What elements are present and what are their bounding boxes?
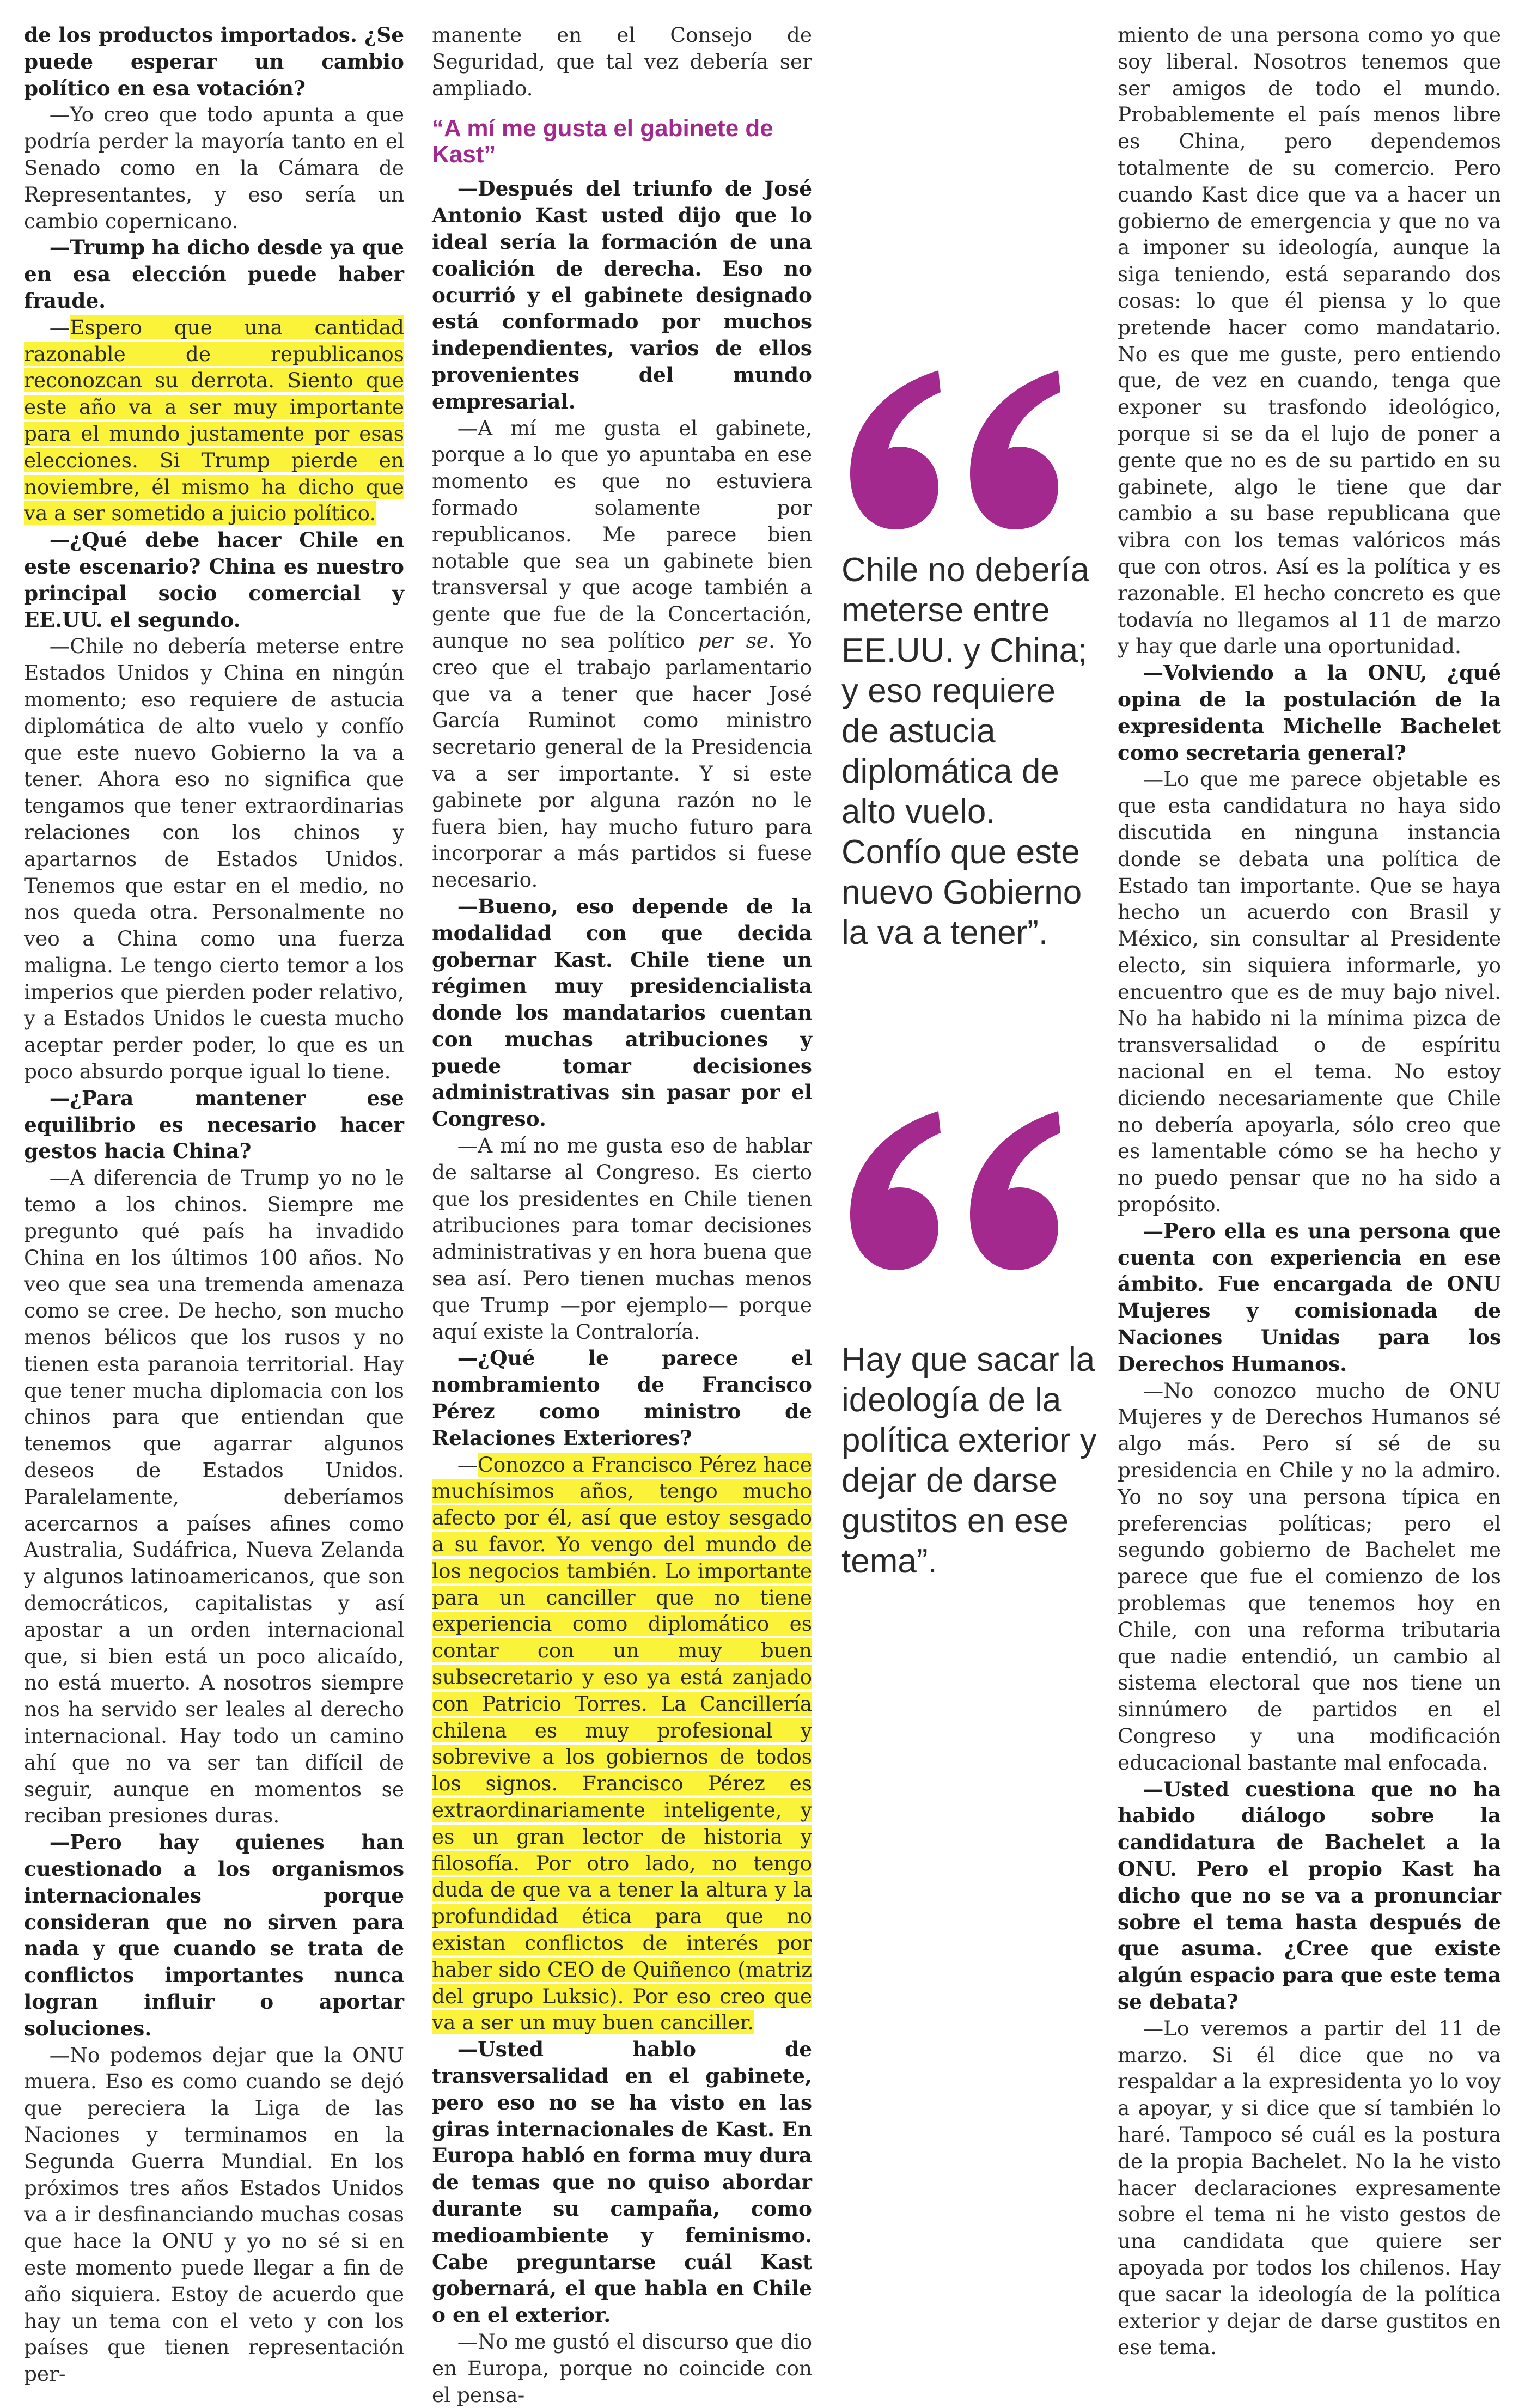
article-column-2	[432, 22, 812, 2408]
dash: —	[49, 315, 70, 339]
question: —Pero ella es una persona que cuenta con experiencia en ese ámbito. Fue encargada de ONU Mujeres y comisionada de Naciones Unidas para los Derechos Humanos.	[1118, 1218, 1501, 1376]
answer-highlighted	[24, 314, 404, 527]
answer: —A diferencia de Trump yo no le temo a los chinos. Siempre me pregunto qué país ha invadido China en los últimos 100 años. No veo que sea una tremenda amenaza como se cree. De hecho, son mucho menos bélicos que los rusos y no tienen esta paranoia territorial. Hay que tener mucha diplomacia con los chinos para que entiendan que tenemos que agarrar algunos deseos de Estados Unidos. Paralelamente, deberíamos acercarnos a países afines como Australia, Sudáfrica, Nueva Zelanda y algunos latinoamericanos, que son democráticos, capitalistas y así apostar a un orden internacional que, si bien está un poco alicaído, no está muerto. A nosotros siempre nos ha servido ser leales al derecho internacional. Hay todo un camino ahí que no va ser tan difícil de seguir, aunque en momentos se reciban presiones duras.	[24, 1166, 404, 1828]
answer-text: —A mí me gusta el gabinete, porque a lo que yo apuntaba en ese momento es que no estuviera formado solamente por republicanos. Me parece bien notable que sea un gabinete bien transversal y que acoge también a gente que fue de la Concertación, aunque no sea político	[432, 416, 812, 653]
question: —¿Qué le parece el nombramiento de Francisco Pérez como ministro de Relaciones Exteriores?	[432, 1346, 812, 1450]
answer-continued: miento de una persona como yo que soy liberal. Nosotros tenemos que ser amigos de todo el mundo. Probablemente el país menos libre es China, pero dependemos totalmente de su comercio. Pero cuando Kast dice que va a hacer un gobierno de emergencia y que no va a imponer su ideología, aunque la siga teniendo, está separando dos cosas: lo que él piensa y lo que pretende hacer como mandatario. No es que me guste, pero entiendo que, de vez en cuando, tenga que exponer su trasfondo ideológico, porque si se da el lujo de poner a gente que no es de su partido en su gabinete, algo le tiene que dar cambio a su base republicana que vibra con los temas valóricos más que con otros. Así es la política y es razonable. El hecho concreto es que todavía no llegamos al 11 de marzo y hay que darle una oportunidad.	[1118, 23, 1501, 659]
dash: —	[457, 1452, 478, 1477]
article-column-4	[1118, 22, 1501, 2361]
highlighted-text: Conozco a Francisco Pérez hace muchísimos años, tengo mucho afecto por él, así que estoy sesgado a su favor. Yo vengo del mundo de los negocios también. Lo importante para un canciller que no tiene experiencia como diplomático es contar con un muy buen subsecretario y eso ya está zanjado con Patricio Torres. La Cancillería chilena es muy profesional y sobrevive a los gobiernos de todos los signos. Francisco Pérez es extraordinariamente inteligente, y es un gran lector de historia y filosofía. Por otro lado, no tengo duda de que va a tener la altura y la profundidad ética para que no existan conflictos de interés por haber sido CEO de Quiñenco (matriz del grupo Luksic). Por eso creo que va a ser un muy buen canciller.	[432, 1452, 812, 2035]
answer: —Lo veremos a partir del 11 de marzo. Si él dice que no va respaldar a la expresidenta yo lo voy a apoyar, y si dice que sí también lo haré. Tampoco sé cuál es la postura de la propia Bachelet. No la he visto hacer declaraciones expresamente sobre el tema ni he visto gestos de una candidata que quiere ser apoyada por todos los chilenos. Hay que sacar la ideología de la política exterior y dejar de darse gustitos en ese tema.	[1118, 2016, 1501, 2360]
quote-mark-icon	[841, 370, 1070, 534]
question: —Usted hablo de transversalidad en el gabinete, pero eso no se ha visto en las giras internacionales de Kast. En Europa habló en forma muy dura de temas que no quiso abordar durante su campaña, como medioambiente y feminismo. Cabe preguntarse cuál Kast gobernará, el que habla en Chile o en el exterior.	[432, 2037, 812, 2327]
highlighted-text: Espero que una cantidad razonable de republicanos reconozcan su derrota. Siento que este año va a ser muy importante para el mundo justamente por esas elecciones. Si Trump pierde en noviembre, él mismo ha dicho que va a ser sometido a juicio político.	[24, 315, 404, 526]
question: —Usted cuestiona que no ha habido diálogo sobre la candidatura de Bachelet a la ONU. Pero el propio Kast ha dicho que no se va a pronunciar sobre el tema hasta después de que asuma. ¿Cree que existe algún espacio para que este tema se debata?	[1118, 1777, 1501, 2014]
answer: —A mí no me gusta eso de hablar de saltarse al Congreso. Es cierto que los presidentes en Chile tienen atribuciones para tomar decisiones administrativas y en hora buena que sea así. Pero tienen muchas menos que Trump —por ejemplo— porque aquí existe la Contraloría.	[432, 1133, 812, 1344]
answer: —No podemos dejar que la ONU muera. Eso es como cuando se dejó que pereciera la Liga de las Naciones y terminamos en la Segunda Guerra Mundial. En los próximos tres años Estados Unidos va a ir desfinanciando muchas cosas que hace la ONU y yo no sé si en este momento puede llegar a fin de año siquiera. Estoy de acuerdo que hay un tema con el veto y con los países que tienen representación per-	[24, 2043, 404, 2386]
question: de los productos importados. ¿Se puede esperar un cambio político en esa votación?	[24, 23, 404, 100]
answer: —No conozco mucho de ONU Mujeres y de Derechos Humanos sé algo más. Pero sí sé de su presidencia en Chile y no la admiro. Yo no soy una persona típica en preferencias políticas; pero el segundo gobierno de Bachelet me parece que fue el comienzo de los problemas que tenemos hoy en Chile, con una reforma tributaria que nadie entendió, un cambio al sistema electoral que nos tiene un sinnúmero de partidos en el Congreso y una modificación educacional bastante mal enfocada.	[1118, 1378, 1501, 1775]
answer-continued: manente en el Consejo de Seguridad, que tal vez debería ser ampliado.	[432, 23, 812, 100]
pull-quote-text: Hay que sacar la ideología de la política exterior y dejar de darse gustitos en ese tema”.	[841, 1341, 1097, 1580]
question: —Volviendo a la ONU, ¿qué opina de la postulación de la expresidenta Michelle Bachelet como secretaria general?	[1118, 661, 1501, 765]
pull-quote-1	[841, 370, 1097, 953]
answer: —Yo creo que todo apunta a que podría perder la mayoría tanto en el Senado como en la Cámara de Representantes, y eso sería un cambio copernicano.	[24, 102, 404, 233]
question: —Bueno, eso depende de la modalidad con que decida gobernar Kast. Chile tiene un régimen muy presidencialista donde los mandatarios cuentan con muchas atribuciones y puede tomar decisiones administrativas sin pasar por el Congreso.	[432, 894, 812, 1131]
italic-phrase: per se	[698, 628, 768, 653]
question: —¿Qué debe hacer Chile en este escenario? China es nuestro principal socio comercial y EE.UU. el segundo.	[24, 528, 404, 632]
pull-quote-2	[841, 1111, 1097, 1582]
answer: —Lo que me parece objetable es que esta candidatura no haya sido discutida en ninguna instancia donde se debata una política de Estado tan importante. Que se haya hecho un acuerdo con Brasil y México, sin consultar al Presidente electo, sin siquiera informarle, yo encuentro que es de muy bajo nivel. No ha habido ni la mínima pizca de transversalidad o de espíritu nacional en el tema. No estoy diciendo necesariamente que Chile no debería apoyarla, sólo creo que es lamentable cómo se ha hecho y no puedo pensar que no ha sido a propósito.	[1118, 767, 1501, 1217]
answer: —No me gustó el discurso que dio en Europa, porque no coincide con el pensa-	[432, 2329, 812, 2407]
section-subheading: “A mí me gusta el gabinete de Kast”	[432, 115, 773, 168]
question: —Después del triunfo de José Antonio Kast usted dijo que lo ideal sería la formación de una coalición de derecha. Eso no ocurrió y el gabinete designado está conformado por muchos independientes, varios de ellos provenientes del mundo empresarial.	[432, 176, 812, 413]
answer: —Chile no debería meterse entre Estados Unidos y China en ningún momento; eso requiere de astucia diplomática de alto vuelo y confío que este nuevo Gobierno la va a tener. Ahora eso no significa que tengamos que tener extraordinarias relaciones con los chinos y apartarnos de Estados Unidos. Tenemos que estar en el medio, no nos queda otra. Personalmente no veo a China como una fuerza maligna. Le tengo cierto temor a los imperios que pierden poder relativo, y a Estados Unidos le cuesta mucho aceptar perder poder, lo que es un poco absurdo porque igual lo tiene.	[24, 634, 404, 1084]
answer	[432, 415, 812, 893]
question: —¿Para mantener ese equilibrio es necesario hacer gestos hacia China?	[24, 1086, 404, 1163]
question: —Pero hay quienes han cuestionado a los organismos internacionales porque consideran que no sirven para nada y que cuando se trata de conflictos importantes nunca logran influir o aportar soluciones.	[24, 1830, 404, 2040]
quote-mark-icon	[841, 1111, 1070, 1275]
answer-highlighted	[432, 1452, 812, 2037]
article-column-1	[24, 22, 404, 2387]
question: —Trump ha dicho desde ya que en esa elección puede haber fraude.	[24, 235, 404, 313]
pull-quote-text: Chile no debería meterse entre EE.UU. y China; y eso requiere de astucia diplomática de alto vuelo. Confío que este nuevo Gobierno la va a tener”.	[841, 551, 1089, 952]
answer-text: . Yo creo que el trabajo parlamentario que va a tener que hacer José García Ruminot como ministro secretario general de la Presidencia va a ser importante. Y si este gabinete por alguna razón no le fuera bien, hay mucho futuro para incorporar a más partidos si fuese necesario.	[432, 628, 812, 892]
